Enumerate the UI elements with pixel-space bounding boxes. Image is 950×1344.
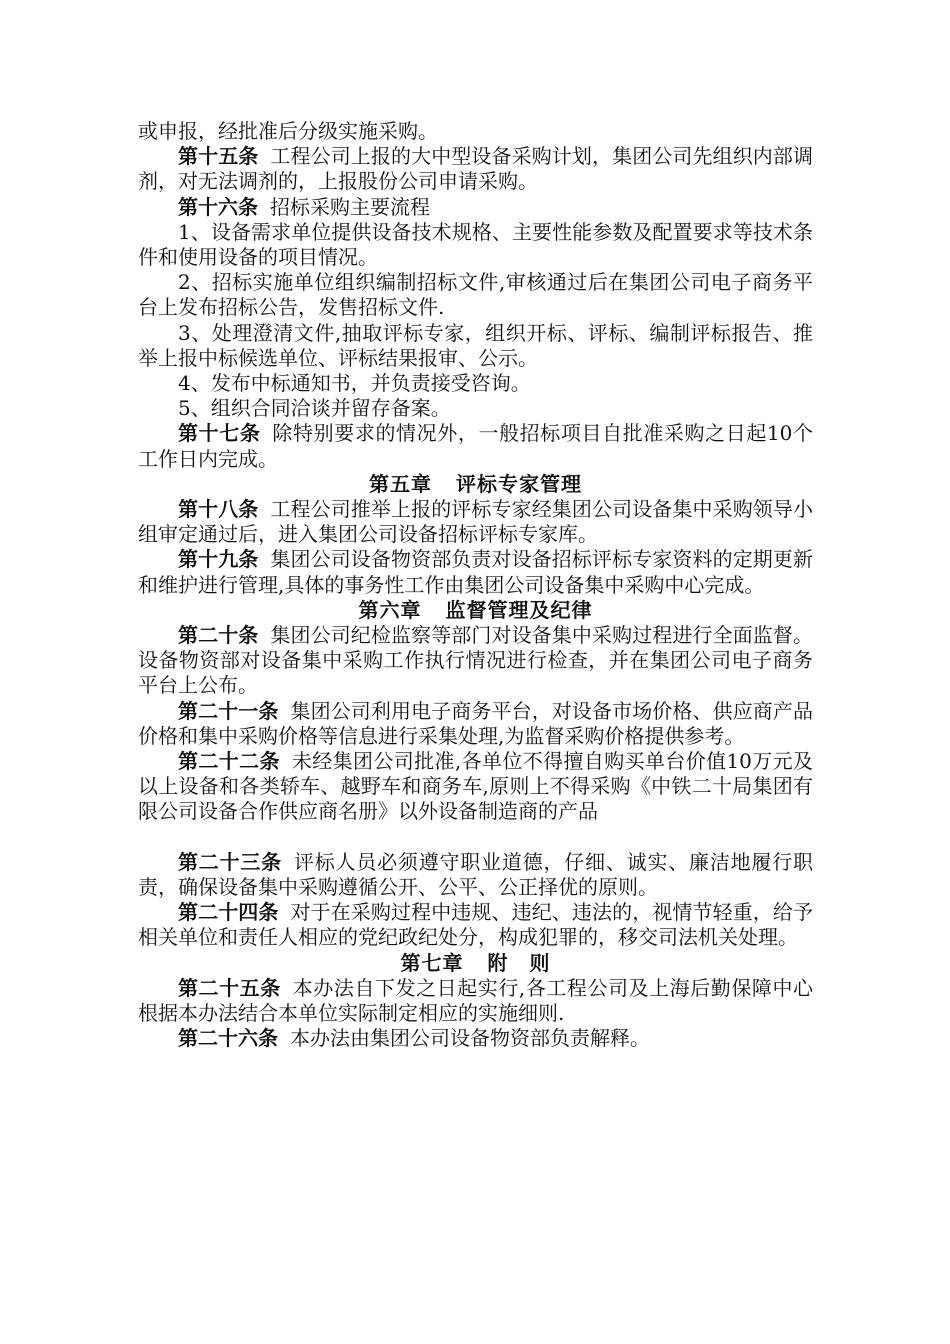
paragraph-text: 3、处理澄清文件,抽取评标专家，组织开标、评标、编制评标报告、推举上报中标候选单位、评标结果报审、公示。 xyxy=(138,320,813,370)
article-paragraph xyxy=(138,900,813,950)
chapter-heading xyxy=(138,472,813,497)
article-number: 第二十条 xyxy=(178,623,259,648)
article-number: 第二十五条 xyxy=(178,975,281,1000)
article-number: 第二十二条 xyxy=(178,749,280,774)
paragraph-text: 或申报，经批准后分级实施采购。 xyxy=(138,119,438,143)
article-paragraph xyxy=(138,497,813,547)
article-paragraph xyxy=(138,749,813,825)
article-number: 第二十四条 xyxy=(178,900,279,925)
paragraph-text: 4、发布中标通知书，并负责接受咨询。 xyxy=(178,371,531,396)
body-paragraph xyxy=(138,396,813,421)
chapter-number: 第七章 xyxy=(400,950,464,975)
body-paragraph xyxy=(138,321,813,371)
blank-line xyxy=(138,825,813,850)
article-paragraph xyxy=(138,144,813,194)
article-number: 第十八条 xyxy=(178,497,259,522)
paragraph-text: 2、招标实施单位组织编制招标文件,审核通过后在集团公司电子商务平台上发布招标公告，发售招标文件. xyxy=(138,270,813,320)
body-paragraph xyxy=(138,270,813,320)
body-paragraph xyxy=(138,220,813,270)
paragraph-text: 集团公司利用电子商务平台，对设备市场价格、供应商产品价格和集中采购价格等信息进行采集处理,为监督采购价格提供参考。 xyxy=(138,698,813,748)
paragraph-text: 对于在采购过程中违规、违纪、违法的，视情节轻重，给予相关单位和责任人相应的党纪政纪处分，构成犯罪的，移交司法机关处理。 xyxy=(138,900,813,950)
article-paragraph xyxy=(138,421,813,471)
paragraph-text: 本办法由集团公司设备物资部负责解释。 xyxy=(290,1026,650,1051)
article-number: 第十六条 xyxy=(178,194,258,219)
chapter-heading xyxy=(138,598,813,623)
paragraph-text: 集团公司设备物资部负责对设备招标评标专家资料的定期更新和维护进行管理,具体的事务性工作由集团公司设备集中采购中心完成。 xyxy=(138,547,814,597)
article-number: 第十九条 xyxy=(178,547,259,572)
paragraph-text: 5、组织合同洽谈并留存备案。 xyxy=(178,396,451,421)
chapter-title: 附 则 xyxy=(487,950,551,975)
body-paragraph xyxy=(138,119,813,144)
paragraph-text: 评标人员必须遵守职业道德，仔细、诚实、廉洁地履行职责，确保设备集中采购遵循公开、公平、公正择优的原则。 xyxy=(138,849,814,899)
paragraph-text: 招标采购主要流程 xyxy=(270,194,430,219)
paragraph-text: 1、设备需求单位提供设备技术规格、主要性能参数及配置要求等技术条件和使用设备的项目情况。 xyxy=(138,219,813,270)
article-paragraph xyxy=(138,850,813,900)
chapter-title: 评标专家管理 xyxy=(456,471,582,496)
article-paragraph xyxy=(138,1026,813,1051)
paragraph-text: 工程公司上报的大中型设备采购计划，集团公司先组织内部调剂，对无法调剂的，上报股份公司申请采购。 xyxy=(138,144,814,194)
article-number: 第二十一条 xyxy=(178,698,279,723)
chapter-title: 监督管理及纪律 xyxy=(445,597,593,622)
article-number: 第十五条 xyxy=(178,144,259,169)
article-paragraph xyxy=(138,976,813,1026)
chapter-number: 第五章 xyxy=(369,471,432,496)
paragraph-text: 工程公司推举上报的评标专家经集团公司设备集中采购领导小组审定通过后，进入集团公司设备招标评标专家库。 xyxy=(138,497,814,547)
article-paragraph xyxy=(138,699,813,749)
article-paragraph xyxy=(138,547,813,597)
paragraph-text: 集团公司纪检监察等部门对设备集中采购过程进行全面监督。设备物资部对设备集中采购工作执行情况进行检查，并在集团公司电子商务平台上公布。 xyxy=(138,623,814,698)
article-number: 第二十三条 xyxy=(178,849,282,874)
article-paragraph xyxy=(138,623,813,699)
article-number: 第二十六条 xyxy=(178,1026,278,1051)
article-paragraph xyxy=(138,195,813,220)
chapter-heading xyxy=(138,951,813,976)
chapter-number: 第六章 xyxy=(358,597,422,622)
article-number: 第十七条 xyxy=(178,421,261,446)
document-page xyxy=(138,119,813,1051)
body-paragraph xyxy=(138,371,813,396)
paragraph-text: 本办法自下发之日起实行,各工程公司及上海后勤保障中心根据本办法结合本单位实际制定相应的实施细则. xyxy=(138,975,814,1025)
paragraph-text: 除特别要求的情况外，一般招标项目自批准采购之日起10个工作日内完成。 xyxy=(138,421,813,471)
paragraph-text: 未经集团公司批准,各单位不得擅自购买单台价值10万元及以上设备和各类轿车、越野车和商务车,原则上不得采购《中铁二十局集团有限公司设备合作供应商名册》以外设备制造商的产品 xyxy=(138,749,814,824)
